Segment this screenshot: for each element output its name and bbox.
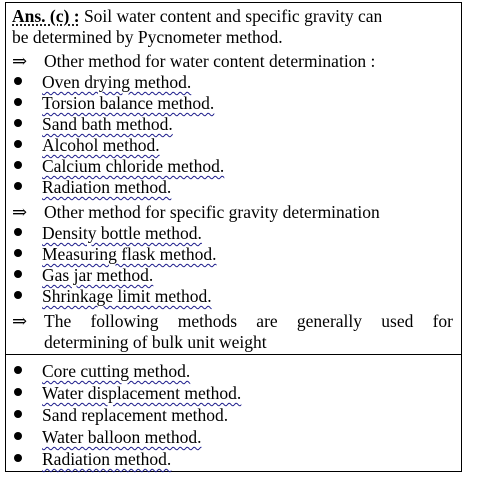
bullet-icon bbox=[14, 119, 22, 127]
answer-text-2: be determined by Pycnometer method. bbox=[12, 27, 283, 47]
list-item: Sand bath method. bbox=[12, 114, 173, 134]
list-item: Radiation method. bbox=[12, 449, 171, 469]
bullet-icon bbox=[14, 454, 22, 462]
arrow-icon: ⇒ bbox=[12, 311, 28, 331]
bullet-icon bbox=[14, 249, 22, 257]
bullet-icon bbox=[14, 161, 22, 169]
list-item: Core cutting method. bbox=[12, 361, 190, 381]
list-item: Water balloon method. bbox=[12, 427, 201, 447]
specific-gravity-heading-text: Other method for specific gravity determination bbox=[44, 202, 380, 222]
bullet-icon bbox=[14, 270, 22, 278]
list-item: Oven drying method. bbox=[12, 72, 191, 92]
list-item: Torsion balance method. bbox=[12, 93, 214, 113]
bulk-heading-line-1: The following methods are generally used for bbox=[44, 311, 453, 331]
list-item: Sand replacement method. bbox=[12, 405, 228, 425]
bullet-icon bbox=[14, 366, 22, 374]
bulk-unit-weight-heading bbox=[12, 311, 453, 331]
bulk-heading-line-2: determining of bulk unit weight bbox=[44, 332, 267, 352]
bullet-icon bbox=[14, 388, 22, 396]
arrow-icon: ⇒ bbox=[12, 51, 28, 71]
bullet-icon bbox=[14, 228, 22, 236]
list-item: Calcium chloride method. bbox=[12, 156, 224, 176]
bullet-icon bbox=[14, 77, 22, 85]
list-item: Gas jar method. bbox=[12, 265, 153, 285]
list-item: Radiation method. bbox=[12, 177, 171, 197]
section-divider bbox=[5, 354, 462, 355]
answer-line-2 bbox=[12, 27, 283, 47]
list-item: Water displacement method. bbox=[12, 383, 241, 403]
bullet-icon bbox=[14, 410, 22, 418]
water-content-heading-text: Other method for water content determination : bbox=[44, 51, 376, 71]
bullet-icon bbox=[14, 140, 22, 148]
bullet-icon bbox=[14, 432, 22, 440]
answer-text-1: Soil water content and specific gravity can bbox=[83, 6, 383, 26]
list-item: Density bottle method. bbox=[12, 223, 202, 243]
answer-line-1 bbox=[12, 6, 382, 26]
bullet-icon bbox=[14, 182, 22, 190]
bullet-icon bbox=[14, 98, 22, 106]
bullet-icon bbox=[14, 291, 22, 299]
list-item: Measuring flask method. bbox=[12, 244, 216, 264]
list-item: Alcohol method. bbox=[12, 135, 160, 155]
list-item: Shrinkage limit method. bbox=[12, 286, 212, 306]
specific-gravity-heading bbox=[12, 202, 380, 222]
arrow-icon: ⇒ bbox=[12, 202, 28, 222]
answer-prefix: Ans. (c) : bbox=[12, 6, 80, 26]
water-content-heading bbox=[12, 51, 375, 71]
